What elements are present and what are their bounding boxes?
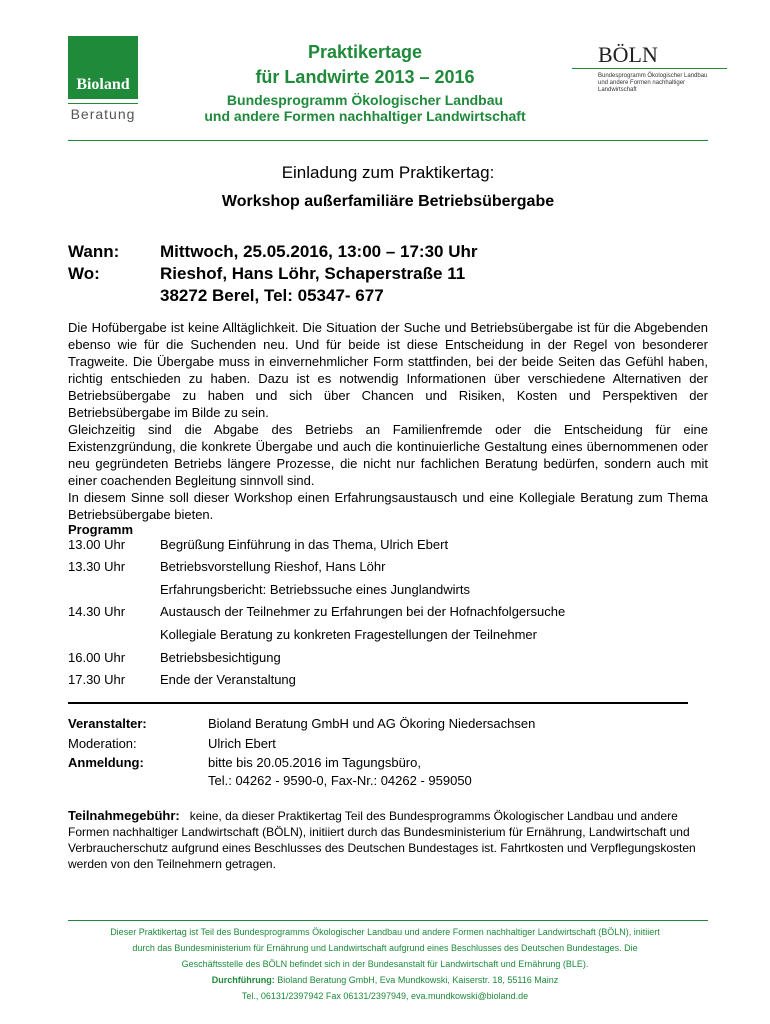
program-time: 13.00 Uhr [68, 537, 126, 552]
anmeldung-value-line2: Tel.: 04262 - 9590-0, Fax-Nr.: 04262 - 959050 [208, 773, 472, 788]
program-time: 17.30 Uhr [68, 672, 126, 687]
description-paragraph2: Gleichzeitig sind die Abgabe des Betriebs an Familienfremde oder die Entscheidung für eine Existenzgründung, die konkrete Übergabe und auch die kontinuierliche Gestaltung eines übernommenen oder neu gegründeten Betriebs längere Prozesse, die nicht nur fachlichen Beratung bedürfen, sondern auch mit einer coachenden Begleitung sinnvoll sind. [68, 422, 708, 488]
program-desc: Ende der Veranstaltung [160, 672, 296, 687]
moderation-label: Moderation: [68, 736, 137, 751]
footer-durchfuehrung-label: Durchführung: [211, 975, 275, 985]
where-value-line1: Rieshof, Hans Löhr, Schaperstraße 11 [160, 264, 466, 283]
program-heading: Programm [68, 522, 134, 537]
header-subtitle-line1: Bundesprogramm Ökologischer Landbau [226, 92, 504, 108]
invitation-line1: Einladung zum Praktikertag: [281, 163, 495, 182]
anmeldung-value-line1: bitte bis 20.05.2016 im Tagungsbüro, [208, 755, 421, 770]
program-desc: Austausch der Teilnehmer zu Erfahrungen bei der Hofnachfolgersuche [160, 604, 566, 619]
description-paragraph1: Die Hofübergabe ist keine Alltäglichkeit. Die Situation der Suche und Betriebsübergabe ist für die Abgebenden ebenso wie für die Suchenden neu. Und für beide ist diese Entscheidung in der Regel von besonderer Tragweite. Die Übergabe muss in einvernehmlicher Form stattfinden, bei der beide Seiten das Gefühl haben, richtig entschieden zu haben. Dazu ist es notwendig Informationen über verschiedene Alternativen der Betriebsübergabe zu haben und sich über Chancen und Risiken, Kosten und Perspektiven der Betriebsübergabe im Bilde zu sein. [68, 320, 708, 420]
program-desc: Erfahrungsbericht: Betriebssuche eines Junglandwirts [160, 582, 471, 597]
bioland-logo-text: Bioland [76, 76, 130, 93]
program-desc: Kollegiale Beratung zu konkreten Fragestellungen der Teilnehmer [160, 627, 537, 642]
fee-section [68, 808, 708, 872]
program-time: 14.30 Uhr [68, 604, 126, 619]
boln-subtext [598, 73, 728, 94]
program-desc: Begrüßung Einführung in das Thema, Ulrich Ebert [160, 537, 449, 552]
footer-divider [68, 920, 708, 921]
veranstalter-value: Bioland Beratung GmbH und AG Ökoring Niedersachsen [208, 716, 536, 731]
anmeldung-label: Anmeldung: [68, 755, 144, 770]
footer-line2: durch das Bundesministerium für Ernährung und Landwirtschaft aufgrund eines Beschlusses des Deutschen Bundestages. Die [132, 943, 638, 953]
boln-sub-line2: und andere Formen nachhaltiger [598, 80, 686, 86]
boln-sub-line3: Landwirtschaft [598, 87, 637, 93]
moderation-value: Ulrich Ebert [208, 736, 276, 751]
when-value: Mittwoch, 25.05.2016, 13:00 – 17:30 Uhr [160, 242, 478, 261]
boln-logo: BÖLN [598, 42, 658, 67]
logo-divider [68, 103, 138, 104]
section-divider [68, 702, 688, 704]
bioland-logo-sub: Beratung [70, 106, 136, 122]
program-desc: Betriebsbesichtigung [160, 650, 281, 665]
footer-line5: Tel., 06131/2397942 Fax 06131/2397949, eva.mundkowski@bioland.de [241, 991, 529, 1001]
boln-sub-line1: Bundesprogramm Ökologischer Landbau [598, 73, 708, 79]
where-label: Wo: [68, 264, 100, 283]
program-time: 16.00 Uhr [68, 650, 126, 665]
boln-divider [572, 68, 727, 69]
footer-durchfuehrung-text: Bioland Beratung GmbH, Eva Mundkowski, Kaiserstr. 18, 55116 Mainz [274, 975, 559, 985]
program-desc: Betriebsvorstellung Rieshof, Hans Löhr [160, 559, 386, 574]
footer-line3: Geschäftsstelle des BÖLN befindet sich in der Bundesanstalt für Landwirtschaft und Ernährung (BLE). [181, 959, 589, 969]
fee-label: Teilnahmegebühr: [68, 808, 180, 823]
header-title-line2: für Landwirte 2013 – 2016 [255, 67, 475, 87]
header-divider [68, 140, 708, 141]
program-time: 13.30 Uhr [68, 559, 126, 574]
description-body [68, 319, 708, 523]
footer-line1: Dieser Praktikertag ist Teil des Bundesprogramms Ökologischer Landbau und andere Formen nachhaltiger Landwirtschaft (BÖLN), initiiert [110, 927, 660, 937]
header-subtitle-line2: und andere Formen nachhaltiger Landwirtschaft [204, 108, 526, 124]
header-title-line1: Praktikertage [307, 42, 423, 62]
when-label: Wann: [68, 242, 120, 261]
where-value-line2: 38272 Berel, Tel: 05347- 677 [160, 286, 384, 305]
invitation-title: Workshop außerfamiliäre Betriebsübergabe [221, 193, 555, 210]
fee-text: keine, da dieser Praktikertag Teil des Bundesprogramms Ökologischer Landbau und andere Formen nachhaltiger Landwirtschaft (BÖLN), initiiert durch das Bundesministerium für Ernährung, Landwirtschaft und Verbraucherschutz aufgrund eines Beschlusses des Deutschen Bundestages ist. Fahrtkosten und Verpflegungskosten werden von den Teilnehmern getragen. [68, 809, 696, 871]
footer-line4 [60, 972, 710, 988]
description-paragraph3: In diesem Sinne soll dieser Workshop einen Erfahrungsaustausch und eine Kollegiale Beratung zum Thema Betriebsübergabe bieten. [68, 490, 708, 522]
veranstalter-label: Veranstalter: [68, 716, 147, 731]
